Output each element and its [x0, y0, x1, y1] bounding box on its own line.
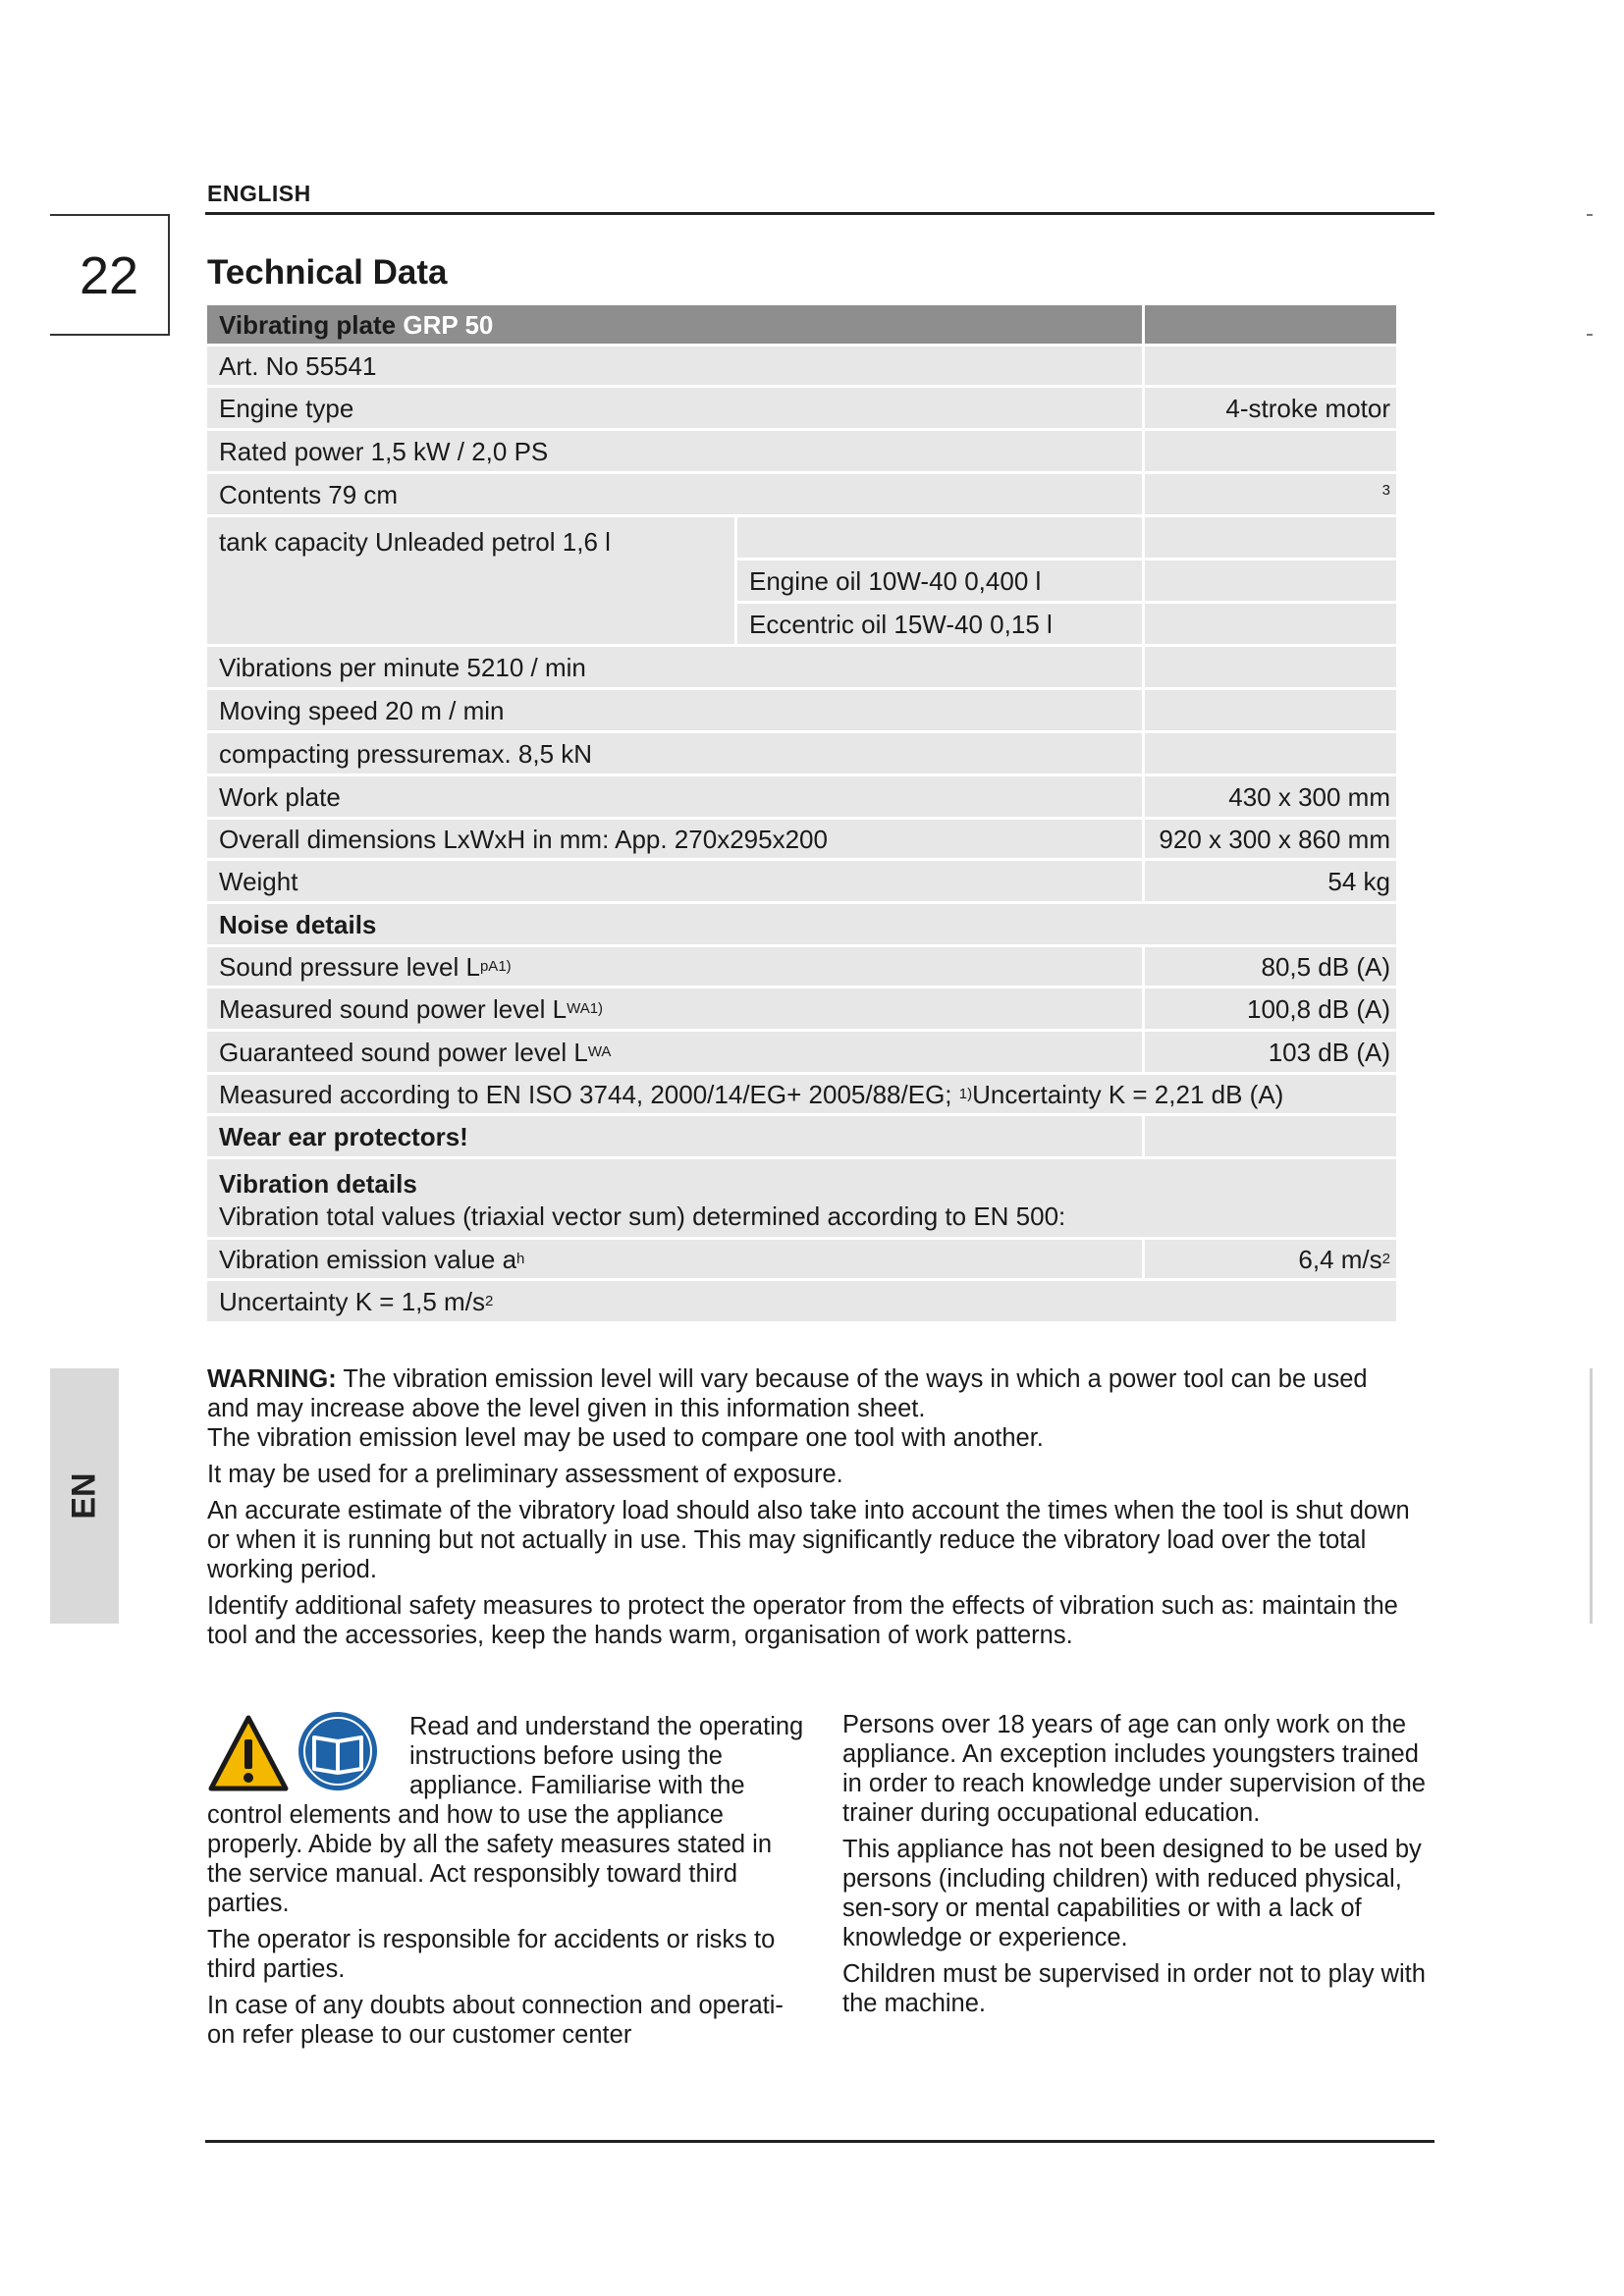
margin-tick	[1587, 334, 1593, 336]
vibration-details-block	[207, 1159, 1396, 1237]
sound-pressure-subscript: pA	[479, 958, 499, 975]
guaranteed-power-text: Guaranteed sound power level L	[219, 1037, 588, 1067]
contents-superscript: 3	[1145, 474, 1396, 514]
table-row	[207, 988, 1407, 1029]
table-row	[207, 388, 1407, 428]
table-row-tank	[207, 517, 1407, 644]
vibration-emission-value	[1145, 1240, 1396, 1278]
right-paragraph-3: Children must be supervised in order not to play with the machine.	[842, 1960, 1426, 2017]
measured-according-footnote: 1)	[958, 1086, 973, 1102]
page-number: 22	[79, 246, 139, 305]
weight-value: 54 kg	[1145, 861, 1396, 901]
language-side-tab-label: EN	[65, 1472, 103, 1520]
work-plate-label: Work plate	[207, 776, 1142, 817]
left-paragraph-3: In case of any doubts about connection and operati-on refer please to our customer center	[207, 1992, 784, 2049]
table-row	[207, 690, 1407, 730]
engine-type-label: Engine type	[207, 388, 1142, 428]
right-paragraph-2: This appliance has not been designed to be used by persons (including children) with reduced physical, sen-sory or mental capabilities or with a lack of knowledge or experience.	[842, 1836, 1422, 1951]
overall-dimensions-label: Overall dimensions LxWxH in mm: App. 270x295x200	[207, 820, 1142, 858]
page-number-box	[50, 214, 170, 336]
read-manual-icon	[207, 1710, 404, 1798]
table-row	[207, 776, 1407, 817]
table-header-empty-cell	[1145, 305, 1396, 344]
empty-cell	[1145, 561, 1396, 601]
table-row	[207, 904, 1407, 944]
sound-pressure-label	[207, 947, 1142, 986]
empty-cell	[1145, 690, 1396, 730]
measured-power-label	[207, 988, 1142, 1029]
contents: Contents 79 cm	[207, 474, 1142, 514]
warning-text-1: The vibration emission level will vary because of the ways in which a power tool can be used and may increase above the level given in this information sheet.	[207, 1365, 1368, 1422]
safety-icons	[207, 1710, 404, 1798]
empty-cell	[1145, 604, 1396, 644]
measured-according	[207, 1075, 1396, 1113]
language-side-tab	[50, 1368, 119, 1624]
left-paragraph-1: Read and understand the operating instructions before using the appliance. Familiarise with the control elements and how to use the appliance properly. Abide by all the safety measures stated in the service manual. Act responsibly toward third parties.	[207, 1713, 804, 1917]
vibration-emission-text: Vibration emission value a	[219, 1244, 517, 1274]
right-margin-mark	[1590, 1368, 1593, 1624]
table-title-cell	[207, 305, 1142, 344]
sound-pressure-text: Sound pressure level L	[219, 951, 480, 982]
wear-ear-protectors: Wear ear protectors!	[207, 1116, 1142, 1156]
engine-oil: Engine oil 10W-40 0,400 l	[737, 561, 1142, 601]
art-no: Art. No 55541	[207, 347, 1142, 385]
right-column	[842, 1710, 1432, 2025]
table-row	[207, 733, 1407, 774]
measured-power-value: 100,8 dB (A)	[1145, 988, 1396, 1029]
vibration-emission-number: 6,4 m/s	[1298, 1244, 1382, 1274]
guaranteed-power-subscript: WA	[587, 1043, 612, 1060]
table-row	[207, 1032, 1407, 1072]
engine-type-value: 4-stroke motor	[1145, 388, 1396, 428]
uncertainty-exponent: 2	[484, 1293, 494, 1309]
left-paragraph-2: The operator is responsible for accidents or risks to third parties.	[207, 1926, 776, 1983]
section-title: Technical Data	[207, 253, 448, 292]
overall-dimensions-value: 920 x 300 x 860 mm	[1145, 820, 1396, 858]
compacting-pressure: compacting pressuremax. 8,5 kN	[207, 733, 1142, 774]
vibration-emission-label	[207, 1240, 1142, 1278]
warning-section	[207, 1364, 1415, 1657]
guaranteed-power-label	[207, 1032, 1142, 1072]
empty-cell	[1145, 431, 1396, 471]
table-row	[207, 1240, 1407, 1278]
table-row	[207, 1281, 1407, 1321]
vibration-total-values: Vibration total values (triaxial vector sum) determined according to EN 500:	[219, 1201, 1066, 1231]
table-row	[207, 1116, 1407, 1156]
table-row	[207, 474, 1407, 514]
table-row	[207, 431, 1407, 471]
sound-pressure-footnote: 1)	[498, 958, 512, 975]
table-title: Vibrating plate	[219, 309, 397, 340]
noise-details-heading: Noise details	[207, 904, 1396, 944]
tank-capacity: tank capacity Unleaded petrol 1,6 l	[207, 517, 734, 644]
uncertainty-row	[207, 1281, 1396, 1321]
measured-power-subscript: WA	[567, 1000, 590, 1017]
measured-power-footnote: 1)	[589, 1000, 604, 1017]
empty-cell	[1145, 347, 1396, 385]
measured-power-text: Measured sound power level L	[219, 993, 568, 1024]
warning-paragraph-4: Identify additional safety measures to protect the operator from the effects of vibration such as: maintain the tool and the accessories, keep the hands warm, organisation of work patterns.	[207, 1592, 1398, 1649]
warning-paragraph-2: It may be used for a preliminary assessment of exposure.	[207, 1461, 843, 1488]
eccentric-oil: Eccentric oil 15W-40 0,15 l	[737, 604, 1142, 644]
vibration-emission-subscript: h	[516, 1251, 525, 1267]
warning-paragraph-3: An accurate estimate of the vibratory load should also take into account the times when the tool is shut down or when it is running but not actually in use. This may significantly reduce the vibratory load over the total working period.	[207, 1497, 1410, 1583]
table-row	[207, 861, 1407, 901]
warning-label: WARNING:	[207, 1365, 337, 1393]
table-row	[207, 947, 1407, 986]
empty-cell	[1145, 733, 1396, 774]
rated-power: Rated power 1,5 kW / 2,0 PS	[207, 431, 1142, 471]
table-header-row	[207, 305, 1407, 344]
vibration-details-heading: Vibration details	[219, 1169, 417, 1199]
sound-pressure-value: 80,5 dB (A)	[1145, 947, 1396, 986]
table-row	[207, 820, 1407, 858]
table-row	[207, 1075, 1407, 1113]
language-header: ENGLISH	[207, 181, 311, 206]
margin-tick	[1587, 214, 1593, 216]
header-rule	[205, 212, 1435, 215]
table-row	[207, 647, 1407, 687]
weight-label: Weight	[207, 861, 1142, 901]
uncertainty-text: Uncertainty K = 1,5 m/s	[219, 1286, 485, 1316]
measured-according-standards: Measured according to EN ISO 3744, 2000/14/EG+ 2005/88/EG;	[219, 1079, 952, 1109]
empty-cell	[1145, 1116, 1396, 1156]
warning-paragraph-1	[207, 1364, 1415, 1453]
footer-rule	[205, 2140, 1435, 2143]
vibration-emission-exponent: 2	[1381, 1251, 1390, 1267]
empty-cell	[737, 517, 1142, 558]
left-column	[207, 1710, 806, 2056]
right-paragraph-1: Persons over 18 years of age can only work on the appliance. An exception includes youngsters trained in order to reach knowledge under supervision of the trainer during occupational education.	[842, 1711, 1426, 1827]
measured-according-uncertainty: Uncertainty K = 2,21 dB (A)	[972, 1079, 1284, 1109]
table-row	[207, 347, 1407, 385]
empty-cell	[1145, 517, 1396, 558]
vibrations-per-minute: Vibrations per minute 5210 / min	[207, 647, 1142, 687]
model-name: GRP 50	[403, 309, 494, 340]
work-plate-value: 430 x 300 mm	[1145, 776, 1396, 817]
guaranteed-power-value: 103 dB (A)	[1145, 1032, 1396, 1072]
empty-cell	[1145, 647, 1396, 687]
warning-text-1b: The vibration emission level may be used to compare one tool with another.	[207, 1424, 1044, 1452]
moving-speed: Moving speed 20 m / min	[207, 690, 1142, 730]
